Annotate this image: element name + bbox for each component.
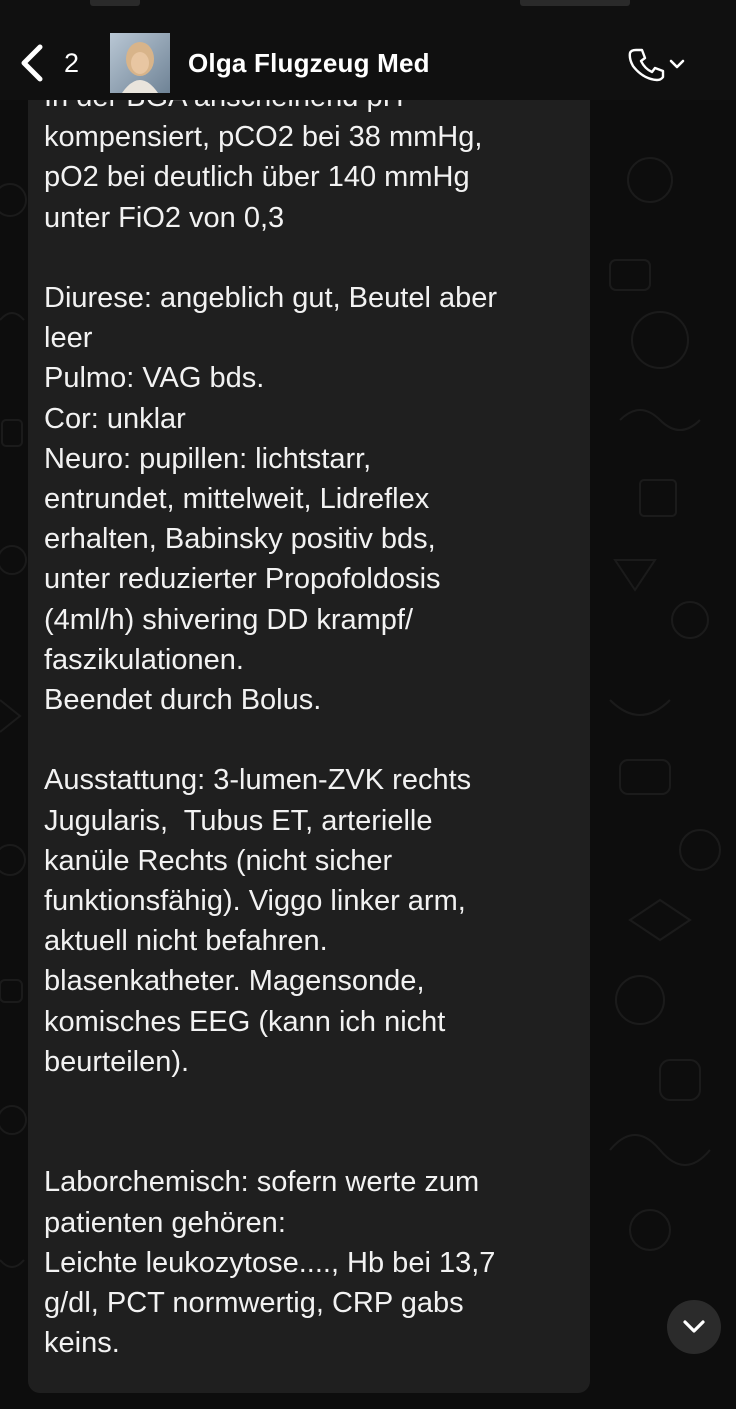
status-bar-remnant bbox=[90, 0, 140, 6]
scroll-to-bottom-button[interactable] bbox=[667, 1300, 721, 1354]
phone-icon bbox=[628, 46, 664, 82]
chevron-down-icon bbox=[681, 1318, 707, 1336]
back-button[interactable] bbox=[18, 38, 79, 88]
chat-header bbox=[0, 0, 736, 100]
chevron-left-icon bbox=[18, 43, 46, 83]
message-bubble[interactable] bbox=[28, 100, 590, 1393]
unread-count: 2 bbox=[64, 47, 80, 78]
status-bar-remnant bbox=[520, 0, 630, 6]
avatar-image bbox=[110, 33, 170, 93]
contact-name[interactable]: Olga Flugzeug Med bbox=[188, 48, 430, 78]
call-button[interactable] bbox=[628, 44, 686, 84]
chevron-down-icon bbox=[668, 57, 686, 71]
avatar[interactable] bbox=[110, 33, 170, 93]
message-text: kompensiert, pCO2 bei 38 mmHg, pO2 bei deutlich über 140 mmHg unter FiO2 von 0,3 Diurese: angeblich gut, Beutel aber leer Pulmo: VAG bds. Cor: unklar Neuro: pupillen: lichtstarr, entrundet, mittelweit, Lidreflex erhalten, Babinsky positiv bds, unter reduzierter Propofoldosis (4ml/h) shivering DD krampf/ faszikulationen. Beendet durch Bolus. Ausstattung: 3-lumen-ZVK rechts Jugularis, Tubus ET, arterielle kanüle Rechts (nicht sicher funktionsfähig). Viggo linker arm, aktuell nicht befahren. blasenkatheter. Magensonde, komisches EEG (kann ich nicht beurteilen). Laborchemisch: sofern werte zum patienten gehören: Leichte leukozytose...., Hb bei 13,7 g/dl, PCT normwertig, CRP gabs keins. bbox=[44, 121, 498, 1360]
